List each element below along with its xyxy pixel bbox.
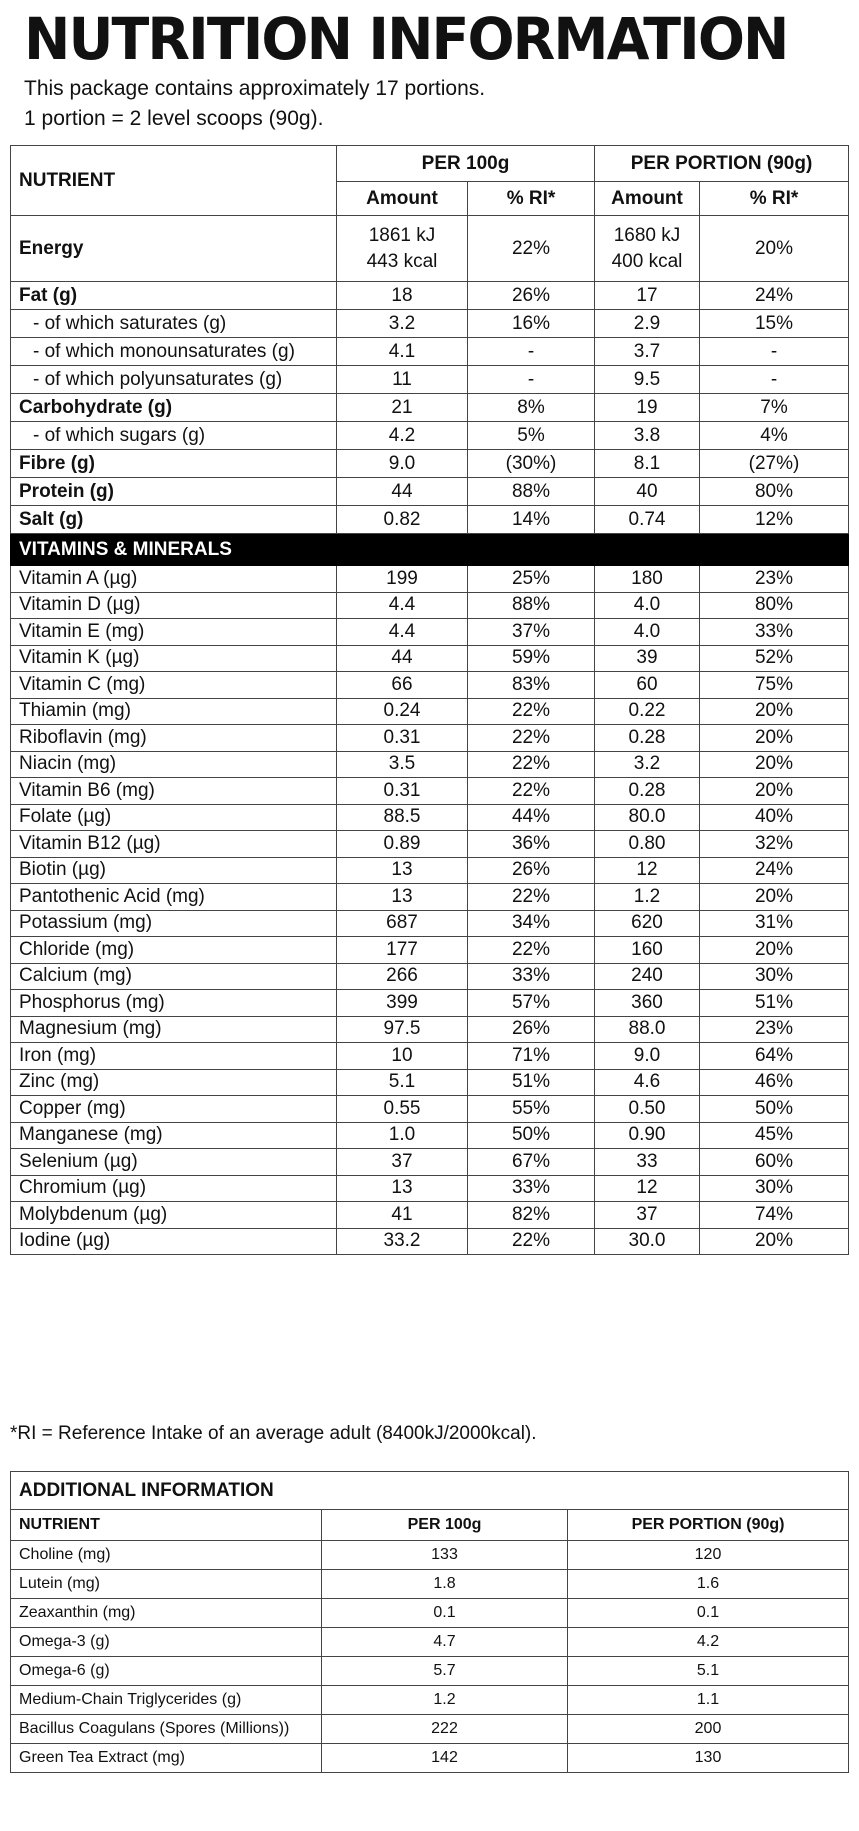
amount-cell: 687 bbox=[337, 910, 468, 937]
amount-cell: 1.2 bbox=[322, 1686, 568, 1715]
nutrient-header: NUTRIENT bbox=[11, 1510, 322, 1541]
amount-cell: 33.2 bbox=[337, 1228, 468, 1255]
additional-info-title: ADDITIONAL INFORMATION bbox=[11, 1472, 849, 1510]
amount-cell: 11 bbox=[337, 366, 468, 394]
amount-cell: 1.1 bbox=[568, 1686, 849, 1715]
nutrient-label: - of which monounsaturates (g) bbox=[11, 338, 337, 366]
ri-cell: - bbox=[468, 338, 595, 366]
per-100g-header: PER 100g bbox=[322, 1510, 568, 1541]
amount-cell: 266 bbox=[337, 963, 468, 990]
ri-cell: 37% bbox=[468, 619, 595, 646]
table-row bbox=[11, 937, 849, 964]
ri-cell: 20% bbox=[700, 725, 849, 752]
ri-cell: 80% bbox=[700, 592, 849, 619]
nutrient-label: Chromium (µg) bbox=[11, 1175, 337, 1202]
ri-cell: 40% bbox=[700, 804, 849, 831]
amount-cell bbox=[337, 216, 468, 282]
table-row bbox=[11, 1715, 849, 1744]
ri-cell: (27%) bbox=[700, 450, 849, 478]
amount-cell: 620 bbox=[595, 910, 700, 937]
amount-cell: 3.2 bbox=[337, 310, 468, 338]
ri-cell: 23% bbox=[700, 566, 849, 593]
amount-cell: 0.55 bbox=[337, 1096, 468, 1123]
amount-cell: 130 bbox=[568, 1744, 849, 1773]
amount-cell: 10 bbox=[337, 1043, 468, 1070]
amount-cell: 3.2 bbox=[595, 751, 700, 778]
amount-cell: 0.82 bbox=[337, 506, 468, 534]
ri-cell: 80% bbox=[700, 478, 849, 506]
ri-cell: 33% bbox=[700, 619, 849, 646]
ri-cell: 26% bbox=[468, 1016, 595, 1043]
table-row bbox=[11, 1122, 849, 1149]
amount-cell: 222 bbox=[322, 1715, 568, 1744]
amount-cell bbox=[595, 216, 700, 282]
amount-cell: 199 bbox=[337, 566, 468, 593]
ri-cell: 20% bbox=[700, 778, 849, 805]
ri-cell: 33% bbox=[468, 963, 595, 990]
amount-cell: 240 bbox=[595, 963, 700, 990]
ri-cell: 64% bbox=[700, 1043, 849, 1070]
table-row bbox=[11, 804, 849, 831]
energy-kcal: 443 kcal bbox=[366, 250, 438, 272]
ri-cell: 51% bbox=[700, 990, 849, 1017]
amount-cell: 0.1 bbox=[322, 1599, 568, 1628]
ri-cell: 36% bbox=[468, 831, 595, 858]
amount-cell: 44 bbox=[337, 478, 468, 506]
table-row bbox=[11, 1541, 849, 1570]
amount-cell: 5.1 bbox=[337, 1069, 468, 1096]
ri-cell: 8% bbox=[468, 394, 595, 422]
ri-cell: 67% bbox=[468, 1149, 595, 1176]
table-header-row bbox=[11, 1510, 849, 1541]
table-row bbox=[11, 366, 849, 394]
ri-cell: 22% bbox=[468, 1228, 595, 1255]
table-row bbox=[11, 1744, 849, 1773]
nutrient-label: Vitamin E (mg) bbox=[11, 619, 337, 646]
table-row bbox=[11, 394, 849, 422]
ri-cell: 88% bbox=[468, 592, 595, 619]
per-portion-header: PER PORTION (90g) bbox=[568, 1510, 849, 1541]
ri-cell: 31% bbox=[700, 910, 849, 937]
table-row bbox=[11, 1016, 849, 1043]
nutrient-label: Bacillus Coagulans (Spores (Millions)) bbox=[11, 1715, 322, 1744]
nutrition-table bbox=[10, 145, 849, 1255]
amount-cell: 12 bbox=[595, 857, 700, 884]
amount-cell: 3.8 bbox=[595, 422, 700, 450]
amount-header: Amount bbox=[337, 182, 468, 216]
amount-cell: 8.1 bbox=[595, 450, 700, 478]
nutrient-label: Calcium (mg) bbox=[11, 963, 337, 990]
nutrient-label: Medium-Chain Triglycerides (g) bbox=[11, 1686, 322, 1715]
amount-cell: 88.5 bbox=[337, 804, 468, 831]
nutrient-label: Chloride (mg) bbox=[11, 937, 337, 964]
ri-cell: 30% bbox=[700, 963, 849, 990]
ri-header: % RI* bbox=[700, 182, 849, 216]
ri-cell: 46% bbox=[700, 1069, 849, 1096]
amount-cell: 88.0 bbox=[595, 1016, 700, 1043]
ri-cell: 5% bbox=[468, 422, 595, 450]
amount-cell: 4.4 bbox=[337, 592, 468, 619]
amount-cell: 60 bbox=[595, 672, 700, 699]
ri-cell: - bbox=[700, 338, 849, 366]
nutrient-label: Omega-6 (g) bbox=[11, 1657, 322, 1686]
nutrient-label: Iron (mg) bbox=[11, 1043, 337, 1070]
ri-cell: 4% bbox=[700, 422, 849, 450]
table-row bbox=[11, 1657, 849, 1686]
ri-cell: 20% bbox=[700, 884, 849, 911]
ri-cell: 51% bbox=[468, 1069, 595, 1096]
ri-cell: 22% bbox=[468, 937, 595, 964]
table-title-row bbox=[11, 1472, 849, 1510]
amount-cell: 1.6 bbox=[568, 1570, 849, 1599]
portion-size-text: 1 portion = 2 level scoops (90g). bbox=[24, 107, 324, 130]
ri-cell: 55% bbox=[468, 1096, 595, 1123]
ri-cell: - bbox=[700, 366, 849, 394]
amount-cell: 0.31 bbox=[337, 725, 468, 752]
nutrient-label: Vitamin D (µg) bbox=[11, 592, 337, 619]
amount-cell: 4.1 bbox=[337, 338, 468, 366]
ri-cell: 15% bbox=[700, 310, 849, 338]
ri-cell: 60% bbox=[700, 1149, 849, 1176]
vitamins-minerals-header: VITAMINS & MINERALS bbox=[11, 534, 849, 566]
nutrient-label: Green Tea Extract (mg) bbox=[11, 1744, 322, 1773]
amount-cell: 21 bbox=[337, 394, 468, 422]
nutrient-label: Vitamin K (µg) bbox=[11, 645, 337, 672]
nutrient-label: Copper (mg) bbox=[11, 1096, 337, 1123]
table-row bbox=[11, 1570, 849, 1599]
ri-cell: 83% bbox=[468, 672, 595, 699]
ri-cell: 26% bbox=[468, 282, 595, 310]
amount-cell: 0.74 bbox=[595, 506, 700, 534]
table-row bbox=[11, 857, 849, 884]
table-row bbox=[11, 310, 849, 338]
nutrient-label: Vitamin B6 (mg) bbox=[11, 778, 337, 805]
page-title: NUTRITION INFORMATION bbox=[24, 5, 788, 73]
amount-cell: 80.0 bbox=[595, 804, 700, 831]
nutrient-label: Pantothenic Acid (mg) bbox=[11, 884, 337, 911]
amount-cell: 4.2 bbox=[568, 1628, 849, 1657]
ri-cell: 52% bbox=[700, 645, 849, 672]
ri-cell: 22% bbox=[468, 884, 595, 911]
table-row bbox=[11, 672, 849, 699]
amount-cell: 200 bbox=[568, 1715, 849, 1744]
table-row bbox=[11, 1069, 849, 1096]
nutrient-label: Salt (g) bbox=[11, 506, 337, 534]
nutrient-label: Vitamin C (mg) bbox=[11, 672, 337, 699]
table-row bbox=[11, 338, 849, 366]
table-row bbox=[11, 1686, 849, 1715]
amount-cell: 0.22 bbox=[595, 698, 700, 725]
amount-cell: 9.5 bbox=[595, 366, 700, 394]
amount-cell: 18 bbox=[337, 282, 468, 310]
table-row bbox=[11, 422, 849, 450]
per-100g-header: PER 100g bbox=[337, 146, 595, 182]
ri-cell: 20% bbox=[700, 698, 849, 725]
table-row bbox=[11, 725, 849, 752]
portion-count-text: This package contains approximately 17 portions. bbox=[24, 77, 486, 100]
ri-cell: 82% bbox=[468, 1202, 595, 1229]
amount-cell: 399 bbox=[337, 990, 468, 1017]
nutrient-label: Lutein (mg) bbox=[11, 1570, 322, 1599]
energy-kj: 1680 kJ bbox=[613, 224, 681, 246]
nutrient-label: Thiamin (mg) bbox=[11, 698, 337, 725]
amount-cell: 177 bbox=[337, 937, 468, 964]
ri-cell: 22% bbox=[468, 216, 595, 282]
ri-cell: 26% bbox=[468, 857, 595, 884]
amount-cell: 41 bbox=[337, 1202, 468, 1229]
nutrient-label: - of which sugars (g) bbox=[11, 422, 337, 450]
amount-cell: 13 bbox=[337, 857, 468, 884]
nutrient-label: Protein (g) bbox=[11, 478, 337, 506]
nutrient-label: Selenium (µg) bbox=[11, 1149, 337, 1176]
amount-cell: 0.28 bbox=[595, 778, 700, 805]
nutrient-label: Zeaxanthin (mg) bbox=[11, 1599, 322, 1628]
nutrient-label: Omega-3 (g) bbox=[11, 1628, 322, 1657]
ri-cell: 12% bbox=[700, 506, 849, 534]
nutrient-label: Biotin (µg) bbox=[11, 857, 337, 884]
nutrient-label: Potassium (mg) bbox=[11, 910, 337, 937]
amount-cell: 37 bbox=[337, 1149, 468, 1176]
amount-cell: 142 bbox=[322, 1744, 568, 1773]
table-row bbox=[11, 450, 849, 478]
amount-cell: 13 bbox=[337, 884, 468, 911]
amount-cell: 9.0 bbox=[337, 450, 468, 478]
ri-cell: 59% bbox=[468, 645, 595, 672]
amount-cell: 4.0 bbox=[595, 592, 700, 619]
amount-cell: 4.0 bbox=[595, 619, 700, 646]
table-row bbox=[11, 619, 849, 646]
amount-cell: 0.24 bbox=[337, 698, 468, 725]
amount-cell: 19 bbox=[595, 394, 700, 422]
table-row bbox=[11, 1043, 849, 1070]
amount-cell: 97.5 bbox=[337, 1016, 468, 1043]
amount-cell: 9.0 bbox=[595, 1043, 700, 1070]
table-row bbox=[11, 282, 849, 310]
ri-cell: 34% bbox=[468, 910, 595, 937]
energy-kj: 1861 kJ bbox=[368, 224, 436, 246]
ri-cell: 88% bbox=[468, 478, 595, 506]
amount-cell: 0.89 bbox=[337, 831, 468, 858]
ri-cell: 22% bbox=[468, 698, 595, 725]
table-row bbox=[11, 216, 849, 282]
ri-cell: 50% bbox=[468, 1122, 595, 1149]
table-row bbox=[11, 1628, 849, 1657]
amount-cell: 33 bbox=[595, 1149, 700, 1176]
nutrient-label: Carbohydrate (g) bbox=[11, 394, 337, 422]
amount-cell: 0.31 bbox=[337, 778, 468, 805]
amount-cell: 37 bbox=[595, 1202, 700, 1229]
ri-cell: 75% bbox=[700, 672, 849, 699]
ri-cell: 16% bbox=[468, 310, 595, 338]
amount-cell: 1.8 bbox=[322, 1570, 568, 1599]
amount-cell: 4.6 bbox=[595, 1069, 700, 1096]
ri-cell: 23% bbox=[700, 1016, 849, 1043]
table-row bbox=[11, 884, 849, 911]
amount-cell: 66 bbox=[337, 672, 468, 699]
nutrient-label: Niacin (mg) bbox=[11, 751, 337, 778]
amount-cell: 1.2 bbox=[595, 884, 700, 911]
ri-cell: 24% bbox=[700, 857, 849, 884]
amount-cell: 3.5 bbox=[337, 751, 468, 778]
table-row bbox=[11, 478, 849, 506]
ri-cell: 45% bbox=[700, 1122, 849, 1149]
ri-cell: 20% bbox=[700, 937, 849, 964]
amount-cell: 3.7 bbox=[595, 338, 700, 366]
nutrient-label: - of which saturates (g) bbox=[11, 310, 337, 338]
table-row bbox=[11, 778, 849, 805]
amount-cell: 39 bbox=[595, 645, 700, 672]
ri-cell: 22% bbox=[468, 751, 595, 778]
amount-cell: 4.4 bbox=[337, 619, 468, 646]
nutrient-label: Zinc (mg) bbox=[11, 1069, 337, 1096]
table-row bbox=[11, 566, 849, 593]
amount-cell: 0.1 bbox=[568, 1599, 849, 1628]
table-row bbox=[11, 1096, 849, 1123]
ri-cell: 30% bbox=[700, 1175, 849, 1202]
table-row bbox=[11, 751, 849, 778]
amount-cell: 120 bbox=[568, 1541, 849, 1570]
nutrient-label: Iodine (µg) bbox=[11, 1228, 337, 1255]
amount-cell: 4.7 bbox=[322, 1628, 568, 1657]
amount-cell: 44 bbox=[337, 645, 468, 672]
table-row bbox=[11, 1175, 849, 1202]
table-row bbox=[11, 963, 849, 990]
amount-cell: 5.7 bbox=[322, 1657, 568, 1686]
nutrient-label: Fibre (g) bbox=[11, 450, 337, 478]
table-row bbox=[11, 1599, 849, 1628]
ri-cell: - bbox=[468, 366, 595, 394]
amount-cell: 360 bbox=[595, 990, 700, 1017]
table-row bbox=[11, 1228, 849, 1255]
ri-cell: 25% bbox=[468, 566, 595, 593]
section-header-row bbox=[11, 534, 849, 566]
nutrient-label: Manganese (mg) bbox=[11, 1122, 337, 1149]
table-row bbox=[11, 592, 849, 619]
ri-cell: 22% bbox=[468, 725, 595, 752]
amount-cell: 30.0 bbox=[595, 1228, 700, 1255]
additional-info-table bbox=[10, 1471, 849, 1773]
ri-cell: 20% bbox=[700, 751, 849, 778]
nutrient-label: - of which polyunsaturates (g) bbox=[11, 366, 337, 394]
per-portion-header: PER PORTION (90g) bbox=[595, 146, 849, 182]
amount-cell: 160 bbox=[595, 937, 700, 964]
nutrient-label: Fat (g) bbox=[11, 282, 337, 310]
ri-cell: (30%) bbox=[468, 450, 595, 478]
ri-cell: 50% bbox=[700, 1096, 849, 1123]
ri-cell: 74% bbox=[700, 1202, 849, 1229]
table-row bbox=[11, 831, 849, 858]
table-row bbox=[11, 698, 849, 725]
amount-cell: 4.2 bbox=[337, 422, 468, 450]
table-row bbox=[11, 1202, 849, 1229]
amount-cell: 180 bbox=[595, 566, 700, 593]
nutrient-label: Vitamin A (µg) bbox=[11, 566, 337, 593]
table-row bbox=[11, 506, 849, 534]
amount-cell: 12 bbox=[595, 1175, 700, 1202]
ri-header: % RI* bbox=[468, 182, 595, 216]
ri-cell: 7% bbox=[700, 394, 849, 422]
ri-cell: 24% bbox=[700, 282, 849, 310]
ri-cell: 22% bbox=[468, 778, 595, 805]
nutrient-label: Magnesium (mg) bbox=[11, 1016, 337, 1043]
table-row bbox=[11, 990, 849, 1017]
nutrient-label: Energy bbox=[11, 216, 337, 282]
amount-cell: 1.0 bbox=[337, 1122, 468, 1149]
amount-header: Amount bbox=[595, 182, 700, 216]
ri-cell: 33% bbox=[468, 1175, 595, 1202]
ri-cell: 57% bbox=[468, 990, 595, 1017]
ri-cell: 20% bbox=[700, 1228, 849, 1255]
amount-cell: 2.9 bbox=[595, 310, 700, 338]
amount-cell: 133 bbox=[322, 1541, 568, 1570]
amount-cell: 40 bbox=[595, 478, 700, 506]
ri-cell: 71% bbox=[468, 1043, 595, 1070]
ri-cell: 44% bbox=[468, 804, 595, 831]
amount-cell: 0.80 bbox=[595, 831, 700, 858]
nutrient-label: Folate (µg) bbox=[11, 804, 337, 831]
table-row bbox=[11, 910, 849, 937]
amount-cell: 0.50 bbox=[595, 1096, 700, 1123]
nutrient-label: Choline (mg) bbox=[11, 1541, 322, 1570]
amount-cell: 13 bbox=[337, 1175, 468, 1202]
nutrient-label: Molybdenum (µg) bbox=[11, 1202, 337, 1229]
table-row bbox=[11, 1149, 849, 1176]
ri-cell: 32% bbox=[700, 831, 849, 858]
nutrient-label: Vitamin B12 (µg) bbox=[11, 831, 337, 858]
amount-cell: 0.90 bbox=[595, 1122, 700, 1149]
nutrient-label: Phosphorus (mg) bbox=[11, 990, 337, 1017]
ri-cell: 14% bbox=[468, 506, 595, 534]
amount-cell: 0.28 bbox=[595, 725, 700, 752]
amount-cell: 5.1 bbox=[568, 1657, 849, 1686]
nutrient-header: NUTRIENT bbox=[11, 146, 337, 216]
energy-kcal: 400 kcal bbox=[611, 250, 683, 272]
ri-footnote: *RI = Reference Intake of an average adult (8400kJ/2000kcal). bbox=[10, 1423, 537, 1444]
table-row bbox=[11, 645, 849, 672]
nutrient-label: Riboflavin (mg) bbox=[11, 725, 337, 752]
ri-cell: 20% bbox=[700, 216, 849, 282]
amount-cell: 17 bbox=[595, 282, 700, 310]
